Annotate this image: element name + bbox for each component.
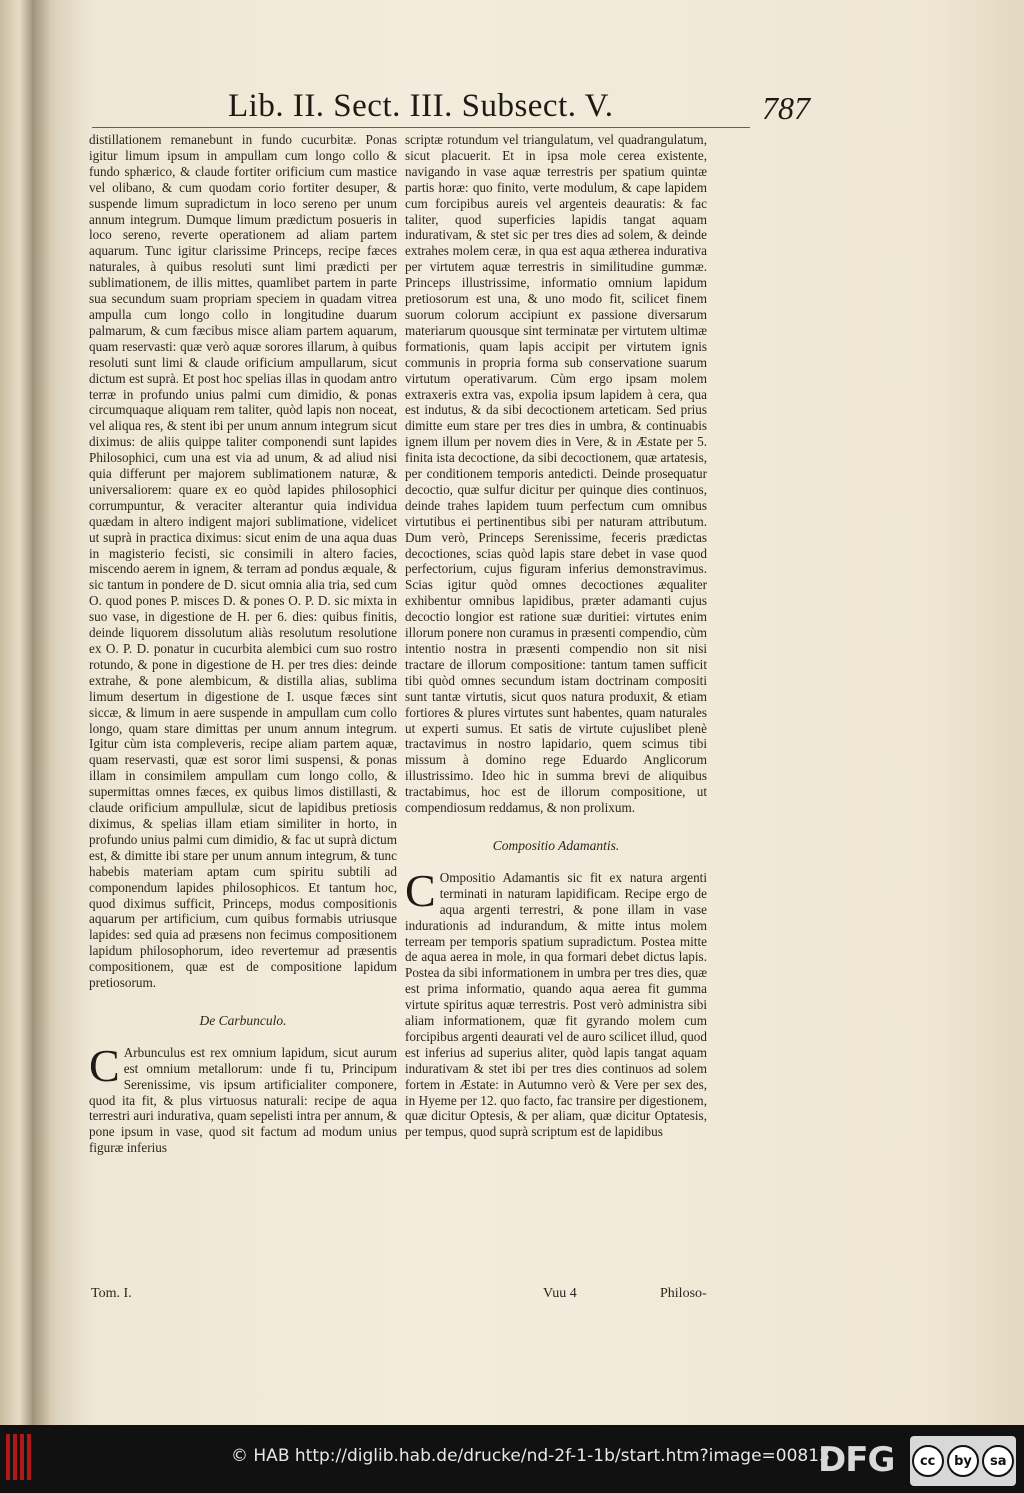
adamantis-paragraph	[405, 864, 707, 1140]
left-column-text: distillationem remanebunt in fundo cucurbitæ. Ponas igitur limum ipsum in ampullam cum longo collo & fundo sphærico, & claude fortiter orificium cum mastice vel olibano, & cum quodam corio fortiter desuper, & suspende limum supradictum in loco sereno per unum annum integrum. Dumque limum prædictum posueris in loco sereno, reverte operationem ad aliam partem aquarum. Tunc igitur clarissime Princeps, recipe fæces naturales, à quibus resoluti sunt limi prædicti per sublimationem, de illis mittes, quamlibet partem in parte sua secundum suam propriam speciem in quadam vitrea ampulla cum longo collo in longitudine duarum palmarum, & cum fæcibus misce aliam partem aquarum, quam reservasti: quæ verò aquæ sorores illarum, à quibus resoluti sunt limi & claude orificium ampullarum, sicut dictum est suprà. Et post hoc spelias illas in quodam antro terræ in profundo unius palmi cum dimidio, & ponas circumquaque aliquam rem taliter, quòd lapis non noceat, vel aliqua res, & stent ibi per unum annum integrum sicut diximus: de aliis quippe taliter componendi sunt lapides Philosophici, cum una est via ad unum, & ad aliud nisi quia differunt per majorem sublimationem naturæ, & universaliorem: quare ex eo quòd lapides philosophici corrumpuntur, & veraciter alterantur quia individua quædam in altero indigent majori sublimatione, videlicet ut suprà in practica diximus: sicut enim de una aqua duas in magisterio fecisti, sic consimili in altero facies, miscendo aerem in ignem, & terram ad pondus æquale, & sic tantum in pondere de D. sicut omnia alia tria, sed cum O. quod pones P. misces D. & pones O. P. D. sic mixta in suo vase, in digestione de H. per 6. dies: quibus finitis, deinde liquorem dissolutum aliàs resolutum resolutione ex O. P. D. ponatur in cucurbita alembici cum suo rostro rotundo, & pone in digestione de H. per tres dies: deinde extrahe, & pone alembicum, & distilla alias, sublima limum desertum in digestione de I. usque fæces sint siccæ, & limum in aere suspende in ampullam cum collo longo, quam stare dimittas per unum annum integrum. Igitur cùm ista compleveris, recipe aliam partem aquæ, quam reservasti, quæ est soror limi suspensi, & ponas illam in consimilem ampullam cum longo collo, & supermittas omnes fæces, ex quibus limos distillasti, & claude orificium ampullulæ, sicut de lapidibus pretiosis diximus, & spelias illam etiam similiter in horto, in profundo unius palmi cum dimidio, & fac ut suprà dictum est, & dimitte ibi stare per unum annum integrum, & tunc habebis materiam aptam cum spiritu subtili ad componendum lapides philosophicos. Et tantum hoc, quod diximus sufficit, Princeps, modus compositionis aquarum per artificium, cum quibus formabis utriusque lapides: sed quia ad præsens non fecimus compositionem lapidum philosophorum, ideo revertemur ad præsentis compositionem, quæ est de compositione lapidum pretiosorum.	[89, 132, 397, 991]
license-badge[interactable]	[910, 1436, 1016, 1486]
cc-icon: cc	[912, 1445, 944, 1477]
sa-icon: sa	[982, 1445, 1014, 1477]
volume-label: Tom. I.	[91, 1286, 132, 1301]
hab-logo-icon	[6, 1434, 32, 1480]
by-icon: by	[947, 1445, 979, 1477]
drop-cap: C	[89, 1039, 120, 1091]
drop-cap: C	[405, 864, 436, 916]
left-column	[89, 132, 397, 1156]
header-rule	[92, 127, 750, 128]
credit-link[interactable]: © HAB http://diglib.hab.de/drucke/nd-2f-1-1b/start.htm?image=00813	[231, 1446, 830, 1466]
carbunculo-paragraph	[89, 1039, 397, 1156]
right-column	[405, 132, 707, 1140]
running-head: Lib. II. Sect. III. Subsect. V.	[228, 88, 614, 124]
page-gutter-shadow	[32, 0, 56, 1425]
adamantis-text: Ompositio Adamantis sic fit ex natura argenti terminati in naturam lapidificam. Recipe ergo de aqua argenti terrestri, & pone illam in vase indurationis ad indurandum, & mitte intus molem terream per temporis spatium supradictum. Postea mitte de aqua aerea in mole, in qua formari debet dictus lapis. Postea da sibi informationem in umbra per tres dies, quæ est prima informatio, quando aqua aerea fit gumma virtute spiritus aquæ terrestris. Post verò administra sibi aliam informationem, quæ fit gyrando molem cum forcipibus argenti deaurati vel de auro scilicet illud, quod est inferius ad superius aliter, quòd lapis tangat aquam indurativam & stet ibi per tres dies continuos ad solem fortem in Æstate: in Autumno verò & Vere per sex des, in Hyeme per 12. quo facto, fac transire per digestionem, quæ dicitur Optesis, & per aliam, quæ dicitur Optatesis, per tempus, quod suprà scriptum est de lapidibus	[405, 869, 707, 1140]
carbunculo-text: Arbunculus est rex omnium lapidum, sicut aurum est omnium metallorum: unde fi tu, Principum Serenissime, vis ipsum artificialiter componere, quod ita fit, & plus virtuosus naturali: recipe de aqua terrestri auri indurativa, quam sepelisti intra per annum, & pone ipsum in vase, quod sit factum ad modum unius figuræ inferius	[89, 1044, 397, 1156]
heading-compositio-adamantis: Compositio Adamantis.	[492, 837, 620, 853]
right-column-text: scriptæ rotundum vel triangulatum, vel quadrangulatum, sicut placuerit. Et in ipsa mole cerea existente, navigando in vase aquæ terrestris per spatium quintæ partis horæ: quo finito, verte modulum, & cape lapidem cum forcipibus aureis vel argenteis deauratis: & fac taliter, quod superficies lapidis tangat aquam indurativam, & stet sic per tres dies ad solem, & deinde extrahes molem ceræ, in qua est aqua ætherea indurativa per virtutem aquæ terrestris in similitudine gummæ. Princeps illustrissime, informatio omnium lapidum pretiosorum est una, & uno modo fit, scilicet finem suorum colorum accipiunt ex passione diversarum materiarum quousque sint terminatæ per virtutem ultimæ formationis, quam lapis accipit per virtutem ignis communis in propria forma sub conservatione suarum virtutum operativarum. Cùm ergo ipsam molem extraxeris extra vas, expolia ipsum lapidem à cera, qua est indutus, & da sibi decoctionem arteticam. Sed prius dimitte eum stare per tres dies in umbra, & continuabis ignem illum per novem dies in Vere, & in Æstate per 5. finita ista decoctione, da sibi decoctionem, quæ artatesis, per conditionem temporis antedicti. Deinde prosequatur decoctio, quæ sulfur dicitur per quinque dies continuos, deinde trahes lapidem tuum perfectum cum omnibus virtutibus ei pertinentibus sibi per naturam attributum. Dum verò, Princeps Serenissime, feceris prædictas decoctiones, scias quòd lapis stare debet in vase quod perfectorium, cujus figuram inferius demonstravimus. Scias igitur quòd omnes decoctiones æqualiter exhibentur omnibus lapidibus, præter adamanti cujus decoctio longior est ratione suæ duritiei: virtutes enim illorum ponere non curamus in præsenti compendio, cùm intentio nostra in præsenti compendio non sit nisi tractare de illorum compositione: tantum tamen sufficit tibi quòd omnes secundum istam doctrinam compositi sunt tantæ virtutis, sicut quos natura produxit, & etiam fortiores & plures virtutes sunt habentes, quam naturales ut experti sumus. Et satis de virtute cujuslibet plenè tractavimus in nostro lapidario, quem scimus tibi missum à domino rege Eduardo Anglicorum illustrissimo. Ideo hic in summa brevi de aliquibus tractabimus, hoc est de illorum compositione, ut compendiosum reddamus, & non prolixum.	[405, 132, 707, 816]
previous-page-edge	[0, 0, 32, 1425]
page-number: 787	[762, 90, 810, 126]
dfg-logo: DFG	[818, 1440, 895, 1480]
signature-mark: Vuu 4	[543, 1286, 577, 1301]
catchword: Philoso-	[660, 1286, 707, 1301]
heading-de-carbunculo: De Carbunculo.	[199, 1012, 287, 1028]
